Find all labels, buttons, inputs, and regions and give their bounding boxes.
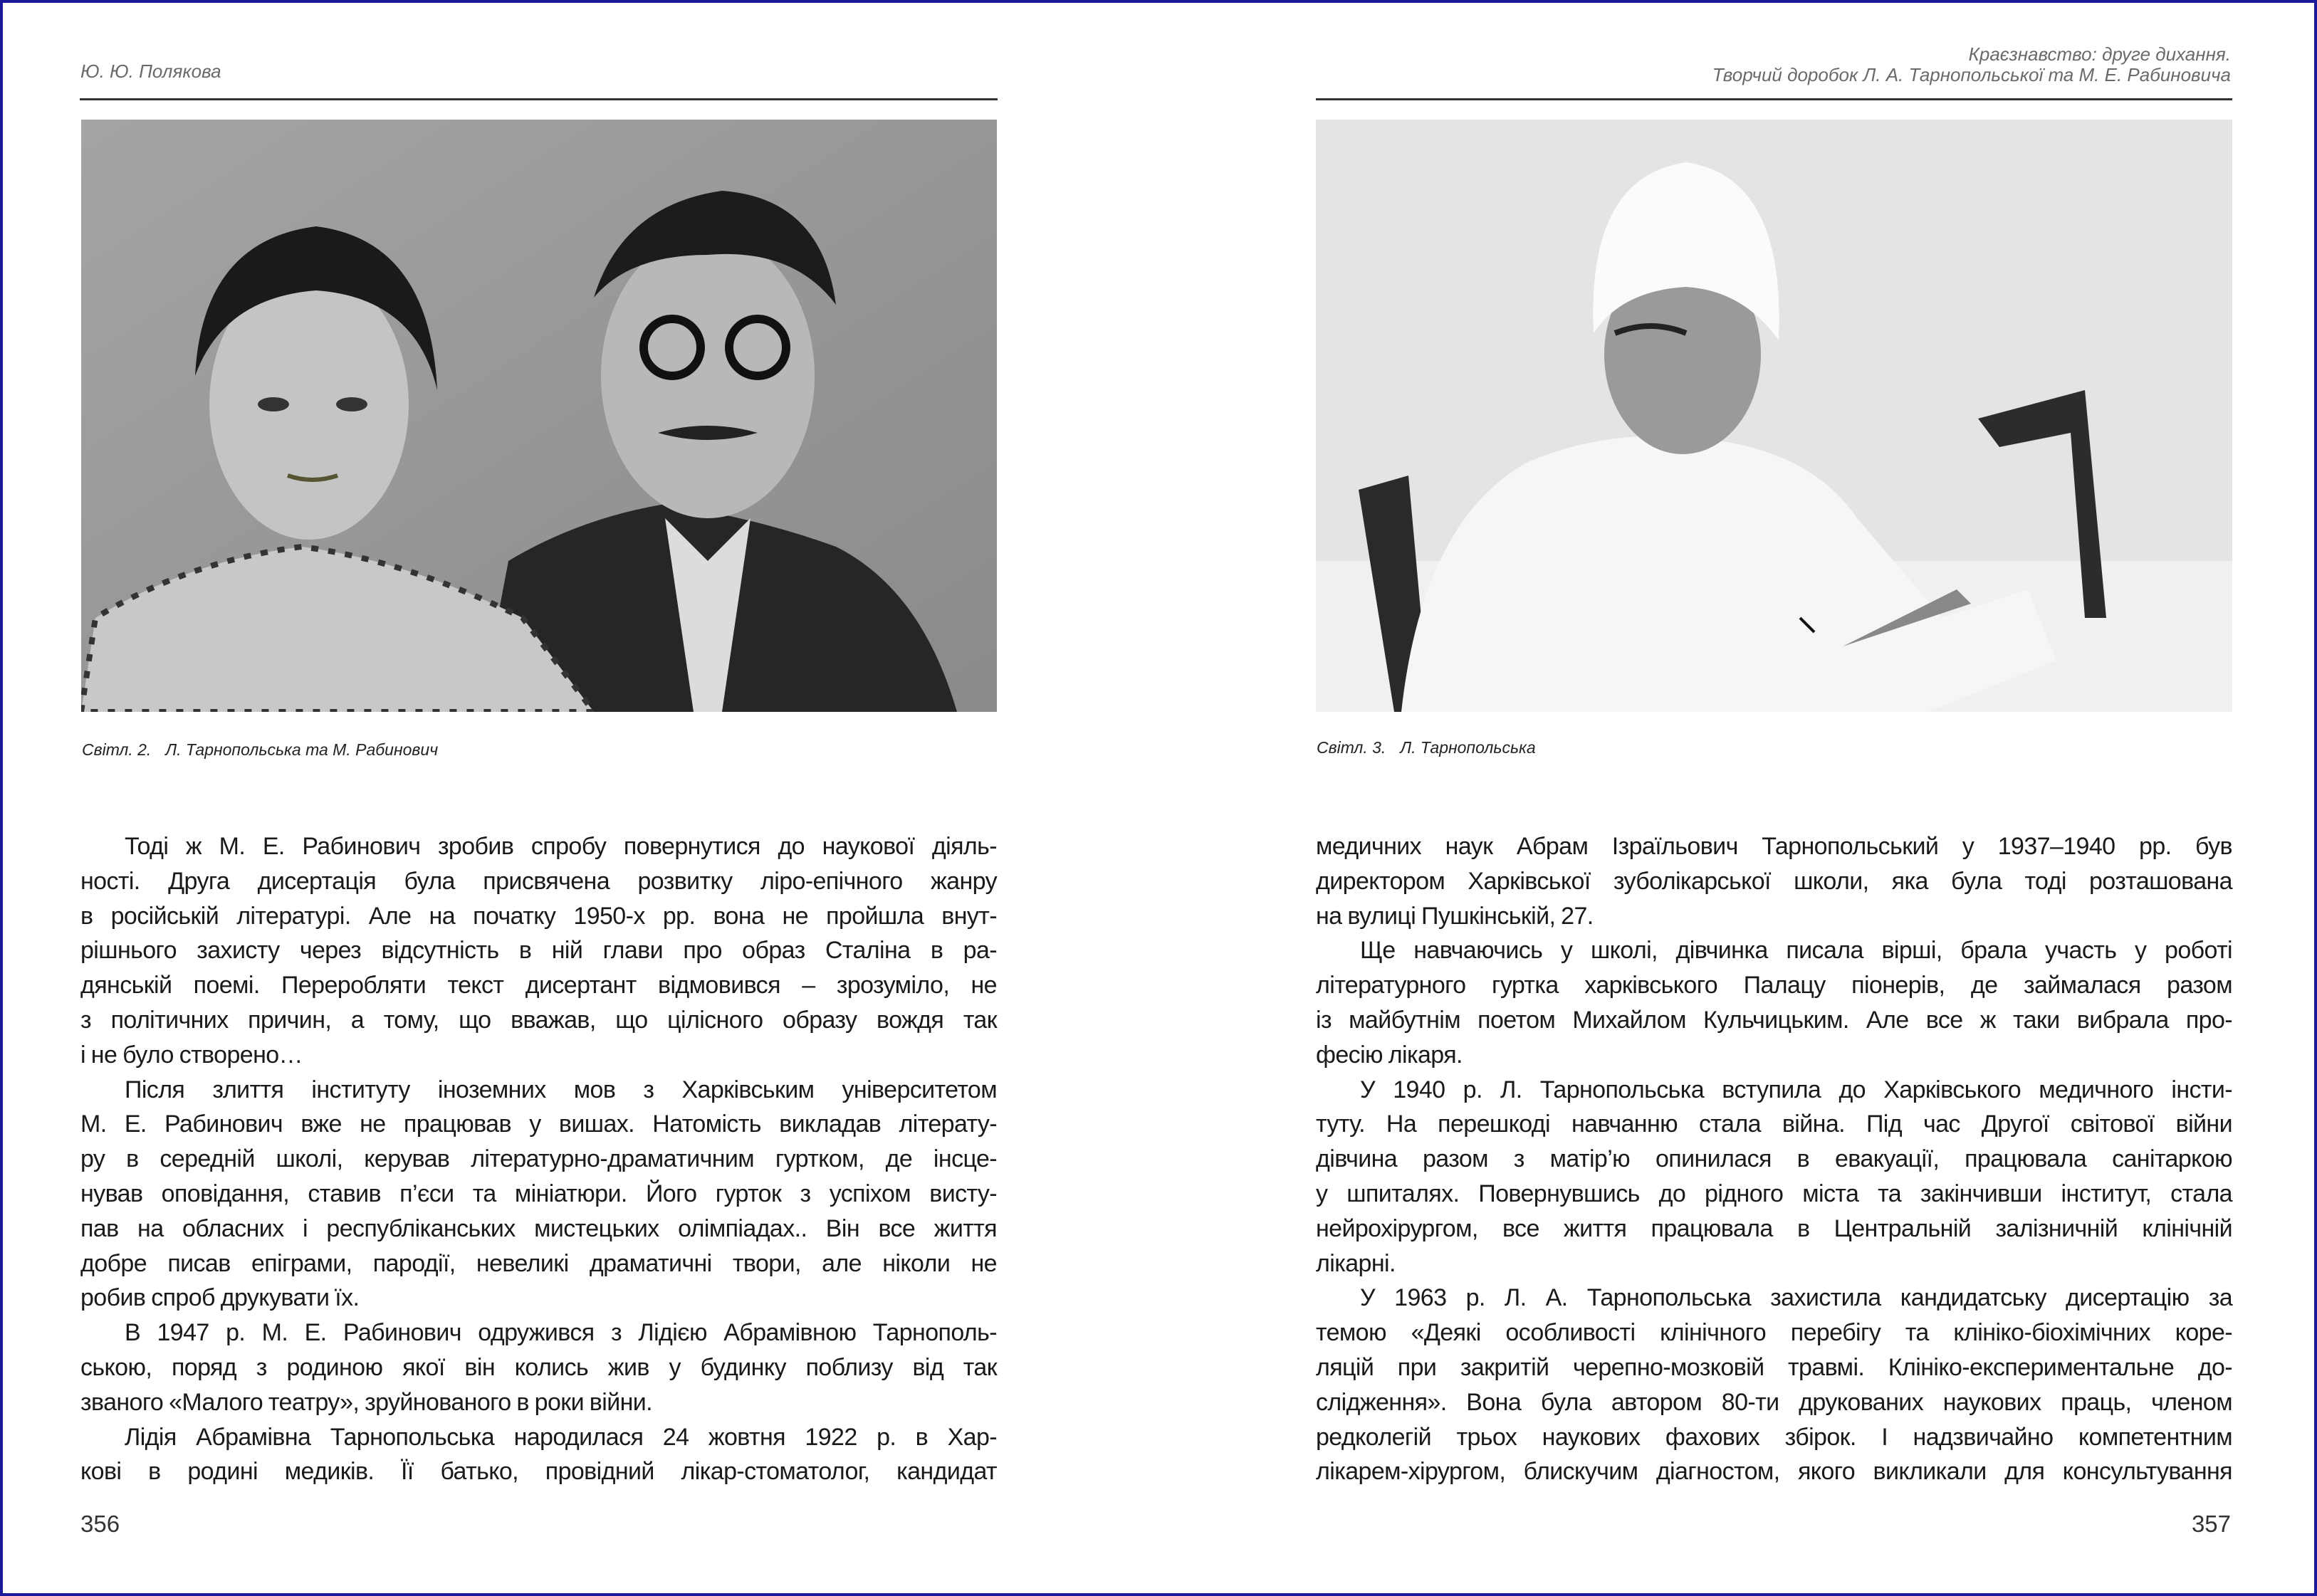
paragraph <box>1316 933 2232 1072</box>
text-line: Ще навчаючись у школі, дівчинка писала вірші, брала участь у роботі <box>1360 937 2232 965</box>
running-header-line-1: Краєзнавство: друге дихання. <box>1968 43 2231 65</box>
caption-photo-2 <box>82 740 452 760</box>
text-line: туту. На перешкоді навчанню стала війна. Під час Другої світової війни <box>1316 1111 2232 1138</box>
text-line: ською, поряд з родиною якої він колись жив у будинку поблизу від так <box>80 1353 997 1381</box>
text-line: фесію лікаря. <box>1316 1041 1463 1069</box>
page-number-right: 357 <box>2191 1511 2231 1537</box>
caption-photo-3 <box>1317 738 1550 757</box>
text-line: В 1947 р. М. Е. Рабинович одружився з Лідією Абрамівною Тарнополь- <box>125 1319 997 1347</box>
running-header-line-2: Творчий доробок Л. А. Тарнопольської та М. Е. Рабиновича <box>1712 64 2231 85</box>
paragraph <box>80 1073 997 1316</box>
text-line: Після злиття інституту іноземних мов з Харківським університетом <box>125 1076 997 1103</box>
text-line: ру в середній школі, керував літературно-драматичним гуртком, де інсце- <box>80 1145 997 1173</box>
running-header-left: Ю. Ю. Полякова <box>80 61 221 82</box>
text-line: Лідія Абрамівна Тарнопольська народилася 24 жовтня 1922 р. в Хар- <box>125 1423 997 1451</box>
text-line: редколегій трьох наукових фахових збірок. І надзвичайно компетентним <box>1316 1423 2232 1451</box>
text-line: ності. Друга дисертація була присвячена розвитку ліро-епічного жанру <box>80 867 997 895</box>
header-rule-right <box>1316 98 2232 100</box>
text-line: на вулиці Пушкінській, 27. <box>1316 902 1594 930</box>
page-number-left: 356 <box>80 1511 120 1537</box>
text-line: у шпиталях. Повернувшись до рідного міста та закінчивши інститут, стала <box>1316 1180 2232 1207</box>
text-line: лікарні. <box>1316 1249 1396 1277</box>
photo-couple <box>81 120 997 712</box>
text-line: робив спроб друкувати їх. <box>80 1284 360 1312</box>
paragraph <box>1316 829 2232 933</box>
text-line: пав на обласних і республіканських мистецьких олімпіадах.. Він все життя <box>80 1214 997 1242</box>
text-line: із майбутнім поетом Михайлом Кульчицьким. Але все ж таки вибрала про- <box>1316 1006 2232 1034</box>
text-line: У 1963 р. Л. А. Тарнопольська захистила кандидатську дисертацію за <box>1360 1284 2232 1312</box>
text-line: директором Харківської зуболікарської школи, яка була тоді розташована <box>1316 867 2232 895</box>
caption-label: Світл. 2. <box>82 740 152 759</box>
paragraph <box>1316 1281 2232 1489</box>
body-text-right <box>1316 829 2232 1489</box>
text-line: добре писав епіграми, пародії, невеликі драматичні твори, але ніколи не <box>80 1249 997 1277</box>
paragraph <box>80 1316 997 1419</box>
text-line: медичних наук Абрам Ізраїльович Тарнопольський у 1937–1940 рр. був <box>1316 833 2232 860</box>
photo-doctor <box>1316 120 2232 712</box>
paragraph <box>80 1420 997 1490</box>
header-rule-left <box>80 98 998 100</box>
text-line: М. Е. Рабинович вже не працював у вишах. Натомість викладав літерату- <box>80 1111 997 1138</box>
running-header-right <box>1712 44 2231 85</box>
text-line: У 1940 р. Л. Тарнопольська вступила до Харківського медичного інсти- <box>1360 1076 2232 1103</box>
text-line: лікарем-хірургом, блискучим діагностом, якого викликали для консультування <box>1316 1458 2232 1486</box>
text-line: ляцій при закритій черепно-мозковій травмі. Клініко-експериментальне до- <box>1316 1353 2232 1381</box>
text-line: кові в родині медиків. Її батько, провідний лікар-стоматолог, кандидат <box>80 1458 997 1486</box>
text-line: і не було створено… <box>80 1041 303 1069</box>
caption-text: Л. Тарнопольська та М. Рабинович <box>165 740 439 759</box>
text-line: нував оповідання, ставив п’єси та мініатюри. Його гурток з успіхом висту- <box>80 1180 997 1207</box>
text-line: літературного гуртка харківського Палацу піонерів, де займалася разом <box>1316 972 2232 999</box>
text-line: дянській поемі. Переробляти текст дисертант відмовився – зрозуміло, не <box>80 972 997 999</box>
paragraph <box>80 829 997 1073</box>
text-line: званого «Малого театру», зруйнованого в роки війни. <box>80 1388 653 1416</box>
text-line: нейрохірургом, все життя працювала в Центральній залізничній клінічній <box>1316 1214 2232 1242</box>
text-line: слідження». Вона була автором 80-ти друкованих наукових праць, членом <box>1316 1388 2232 1416</box>
text-line: темою «Деякі особливості клінічного перебігу та клініко-біохімічних коре- <box>1316 1319 2232 1347</box>
paragraph <box>1316 1073 2232 1281</box>
body-text-left <box>80 829 997 1489</box>
text-line: в російській літературі. Але на початку 1950-х рр. вона не пройшла внут- <box>80 902 997 930</box>
text-line: Тоді ж М. Е. Рабинович зробив спробу повернутися до наукової діяль- <box>125 833 997 860</box>
caption-text: Л. Тарнопольська <box>1400 738 1536 757</box>
text-line: рішнього захисту через відсутність в ній глави про образ Сталіна в ра- <box>80 937 997 965</box>
caption-label: Світл. 3. <box>1317 738 1386 757</box>
text-line: дівчина разом з матір’ю опинилася в евакуації, працювала санітаркою <box>1316 1145 2232 1173</box>
text-line: з політичних причин, а тому, що вважав, що цілісного образу вождя так <box>80 1006 997 1034</box>
